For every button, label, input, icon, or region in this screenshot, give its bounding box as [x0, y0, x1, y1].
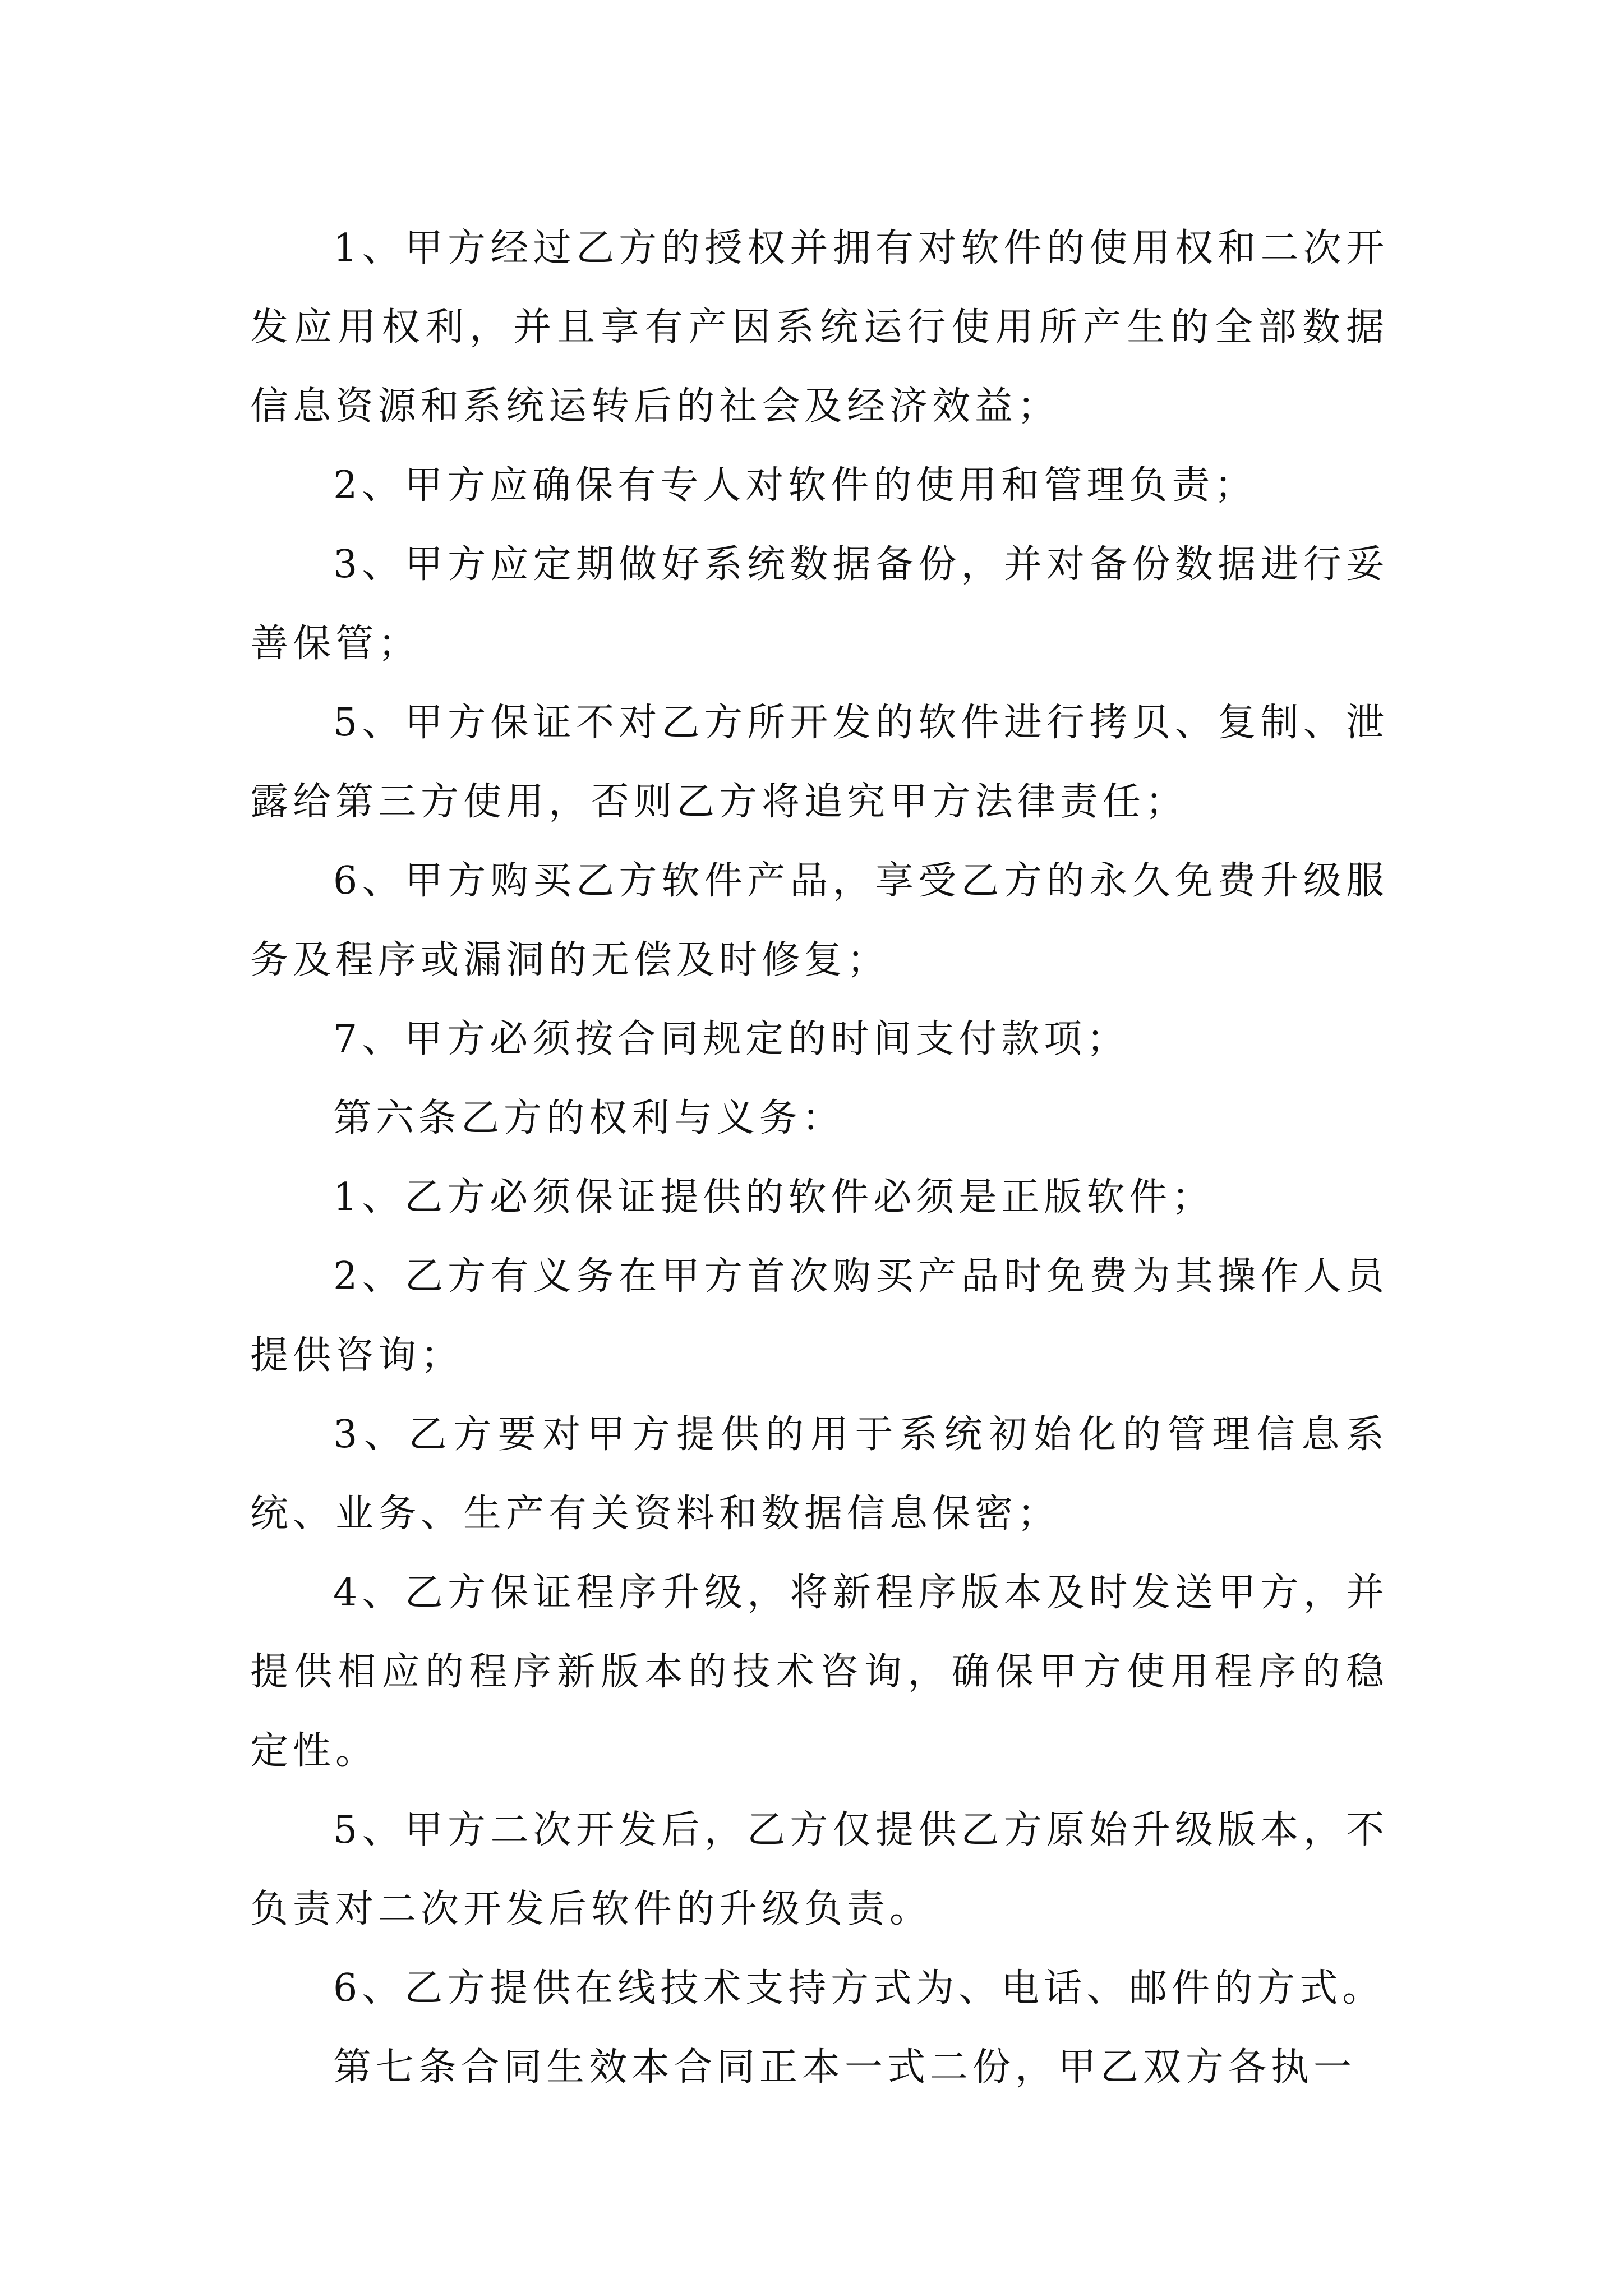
- document-body: [250, 209, 1389, 2107]
- paragraph-party-a-clause-3: 3、甲方应定期做好系统数据备份，并对备份数据进行妥善保管；: [250, 542, 1389, 666]
- paragraph-party-b-clause-2: 2、乙方有义务在甲方首次购买产品时免费为其操作人员提供咨询；: [250, 1254, 1389, 1378]
- paragraph-party-b-clause-1: 1、乙方必须保证提供的软件必须是正版软件；: [333, 1175, 1215, 1220]
- paragraph-party-a-clause-2: 2、甲方应确保有专人对软件的使用和管理负责；: [333, 463, 1257, 508]
- paragraph-party-a-clause-5: 5、甲方保证不对乙方所开发的软件进行拷贝、复制、泄露给第三方使用，否则乙方将追究甲方法律责任；: [250, 701, 1389, 824]
- section-article-7: 第七条合同生效本合同正本一式二份，甲乙双方各执一: [333, 2045, 1357, 2090]
- paragraph-party-b-clause-4: 4、乙方保证程序升级，将新程序版本及时发送甲方，并提供相应的程序新版本的技术咨询，确保甲方使用程序的稳定性。: [250, 1571, 1389, 1773]
- paragraph-party-b-clause-3: 3、乙方要对甲方提供的用于系统初始化的管理信息系统、业务、生产有关资料和数据信息保密；: [250, 1412, 1389, 1536]
- paragraph-party-b-clause-6: 6、乙方提供在线技术支持方式为、电话、邮件的方式。: [333, 1966, 1385, 2010]
- paragraph-party-a-clause-1: 1、甲方经过乙方的授权并拥有对软件的使用权和二次开发应用权利，并且享有产因系统运行使用所产生的全部数据信息资源和系统运转后的社会及经济效益；: [250, 226, 1389, 429]
- section-heading-article-6: 第六条乙方的权利与义务：: [333, 1096, 845, 1140]
- paragraph-party-b-clause-5: 5、甲方二次开发后，乙方仅提供乙方原始升级版本，不负责对二次开发后软件的升级负责。: [250, 1808, 1389, 1931]
- paragraph-party-a-clause-6: 6、甲方购买乙方软件产品，享受乙方的永久免费升级服务及程序或漏洞的无偿及时修复；: [250, 859, 1389, 982]
- paragraph-party-a-clause-7: 7、甲方必须按合同规定的时间支付款项；: [333, 1017, 1129, 1061]
